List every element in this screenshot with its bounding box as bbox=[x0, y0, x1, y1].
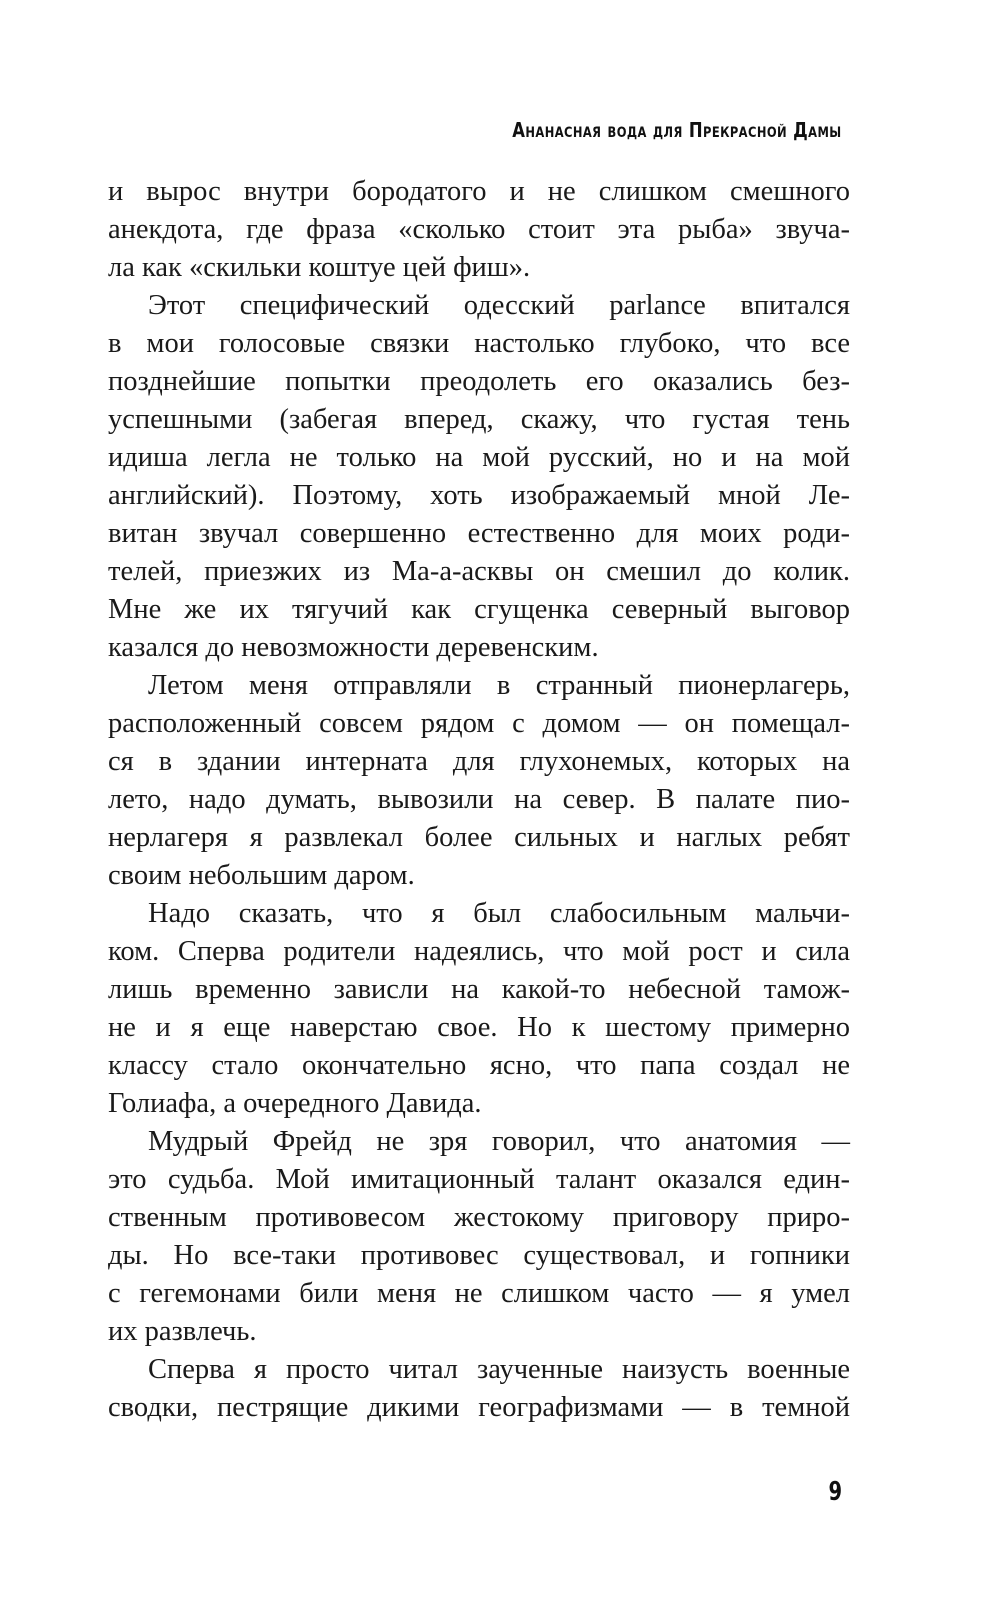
text-line: Голиафа, а очередного Давида. bbox=[108, 1088, 482, 1119]
text-line: лишь временно зависли на какой-то небесной тамож- bbox=[108, 974, 850, 1005]
text-line: не и я еще наверстаю свое. Но к шестому примерно bbox=[108, 1012, 850, 1043]
text-line: Этот специфический одесский parlance впитался bbox=[148, 290, 850, 321]
text-line: с гегемонами били меня не слишком часто — я умел bbox=[108, 1278, 850, 1309]
text-line: классу стало окончательно ясно, что папа создал не bbox=[108, 1050, 850, 1081]
text-line: лето, надо думать, вывозили на север. В палате пио- bbox=[108, 784, 850, 815]
text-line: Сперва я просто читал заученные наизусть военные bbox=[148, 1354, 850, 1385]
text-line: их развлечь. bbox=[108, 1316, 257, 1347]
text-line: ды. Но все-таки противовес существовал, и гопники bbox=[108, 1240, 850, 1271]
text-line: Мне же их тягучий как сгущенка северный выговор bbox=[108, 594, 850, 625]
text-line: анекдота, где фраза «сколько стоит эта рыба» звуча- bbox=[108, 214, 850, 245]
text-line: идиша легла не только на мой русский, но и на мой bbox=[108, 442, 850, 473]
paragraph bbox=[108, 667, 850, 895]
text-line: позднейшие попытки преодолеть его оказались без- bbox=[108, 366, 850, 397]
text-line: в мои голосовые связки настолько глубоко, что все bbox=[108, 328, 850, 359]
text-line: телей, приезжих из Ма-а-асквы он смешил до колик. bbox=[108, 556, 850, 587]
text-line: витан звучал совершенно естественно для моих роди- bbox=[108, 518, 850, 549]
paragraph bbox=[108, 895, 850, 1123]
text-line: и вырос внутри бородатого и не слишком смешного bbox=[108, 176, 850, 207]
text-line: сводки, пестрящие дикими географизмами — в темной bbox=[108, 1392, 850, 1423]
text-line: ся в здании интерната для глухонемых, которых на bbox=[108, 746, 850, 777]
running-title: Ананасная вода для Прекрасной Дамы bbox=[512, 118, 842, 142]
paragraph bbox=[108, 173, 850, 287]
text-line: ла как «скильки коштуе цей фиш». bbox=[108, 252, 531, 283]
text-line: Надо сказать, что я был слабосильным мальчи- bbox=[148, 898, 850, 929]
text-line: ственным противовесом жестокому приговору приро- bbox=[108, 1202, 850, 1233]
page-number: 9 bbox=[828, 1477, 842, 1507]
paragraph bbox=[108, 287, 850, 667]
text-line: нерлагеря я развлекал более сильных и наглых ребят bbox=[108, 822, 850, 853]
text-line: успешными (забегая вперед, скажу, что густая тень bbox=[108, 404, 850, 435]
body-text bbox=[108, 173, 850, 1427]
text-line: Летом меня отправляли в странный пионерлагерь, bbox=[148, 670, 850, 701]
text-line: Мудрый Фрейд не зря говорил, что анатомия — bbox=[148, 1126, 850, 1157]
text-line: английский). Поэтому, хоть изображаемый мной Ле- bbox=[108, 480, 850, 511]
text-line: казался до невозможности деревенским. bbox=[108, 632, 599, 663]
text-line: это судьба. Мой имитационный талант оказался един- bbox=[108, 1164, 850, 1195]
paragraph bbox=[108, 1351, 850, 1427]
text-line: ком. Сперва родители надеялись, что мой рост и сила bbox=[108, 936, 850, 967]
text-line: своим небольшим даром. bbox=[108, 860, 415, 891]
paragraph bbox=[108, 1123, 850, 1351]
text-line: расположенный совсем рядом с домом — он помещал- bbox=[108, 708, 850, 739]
